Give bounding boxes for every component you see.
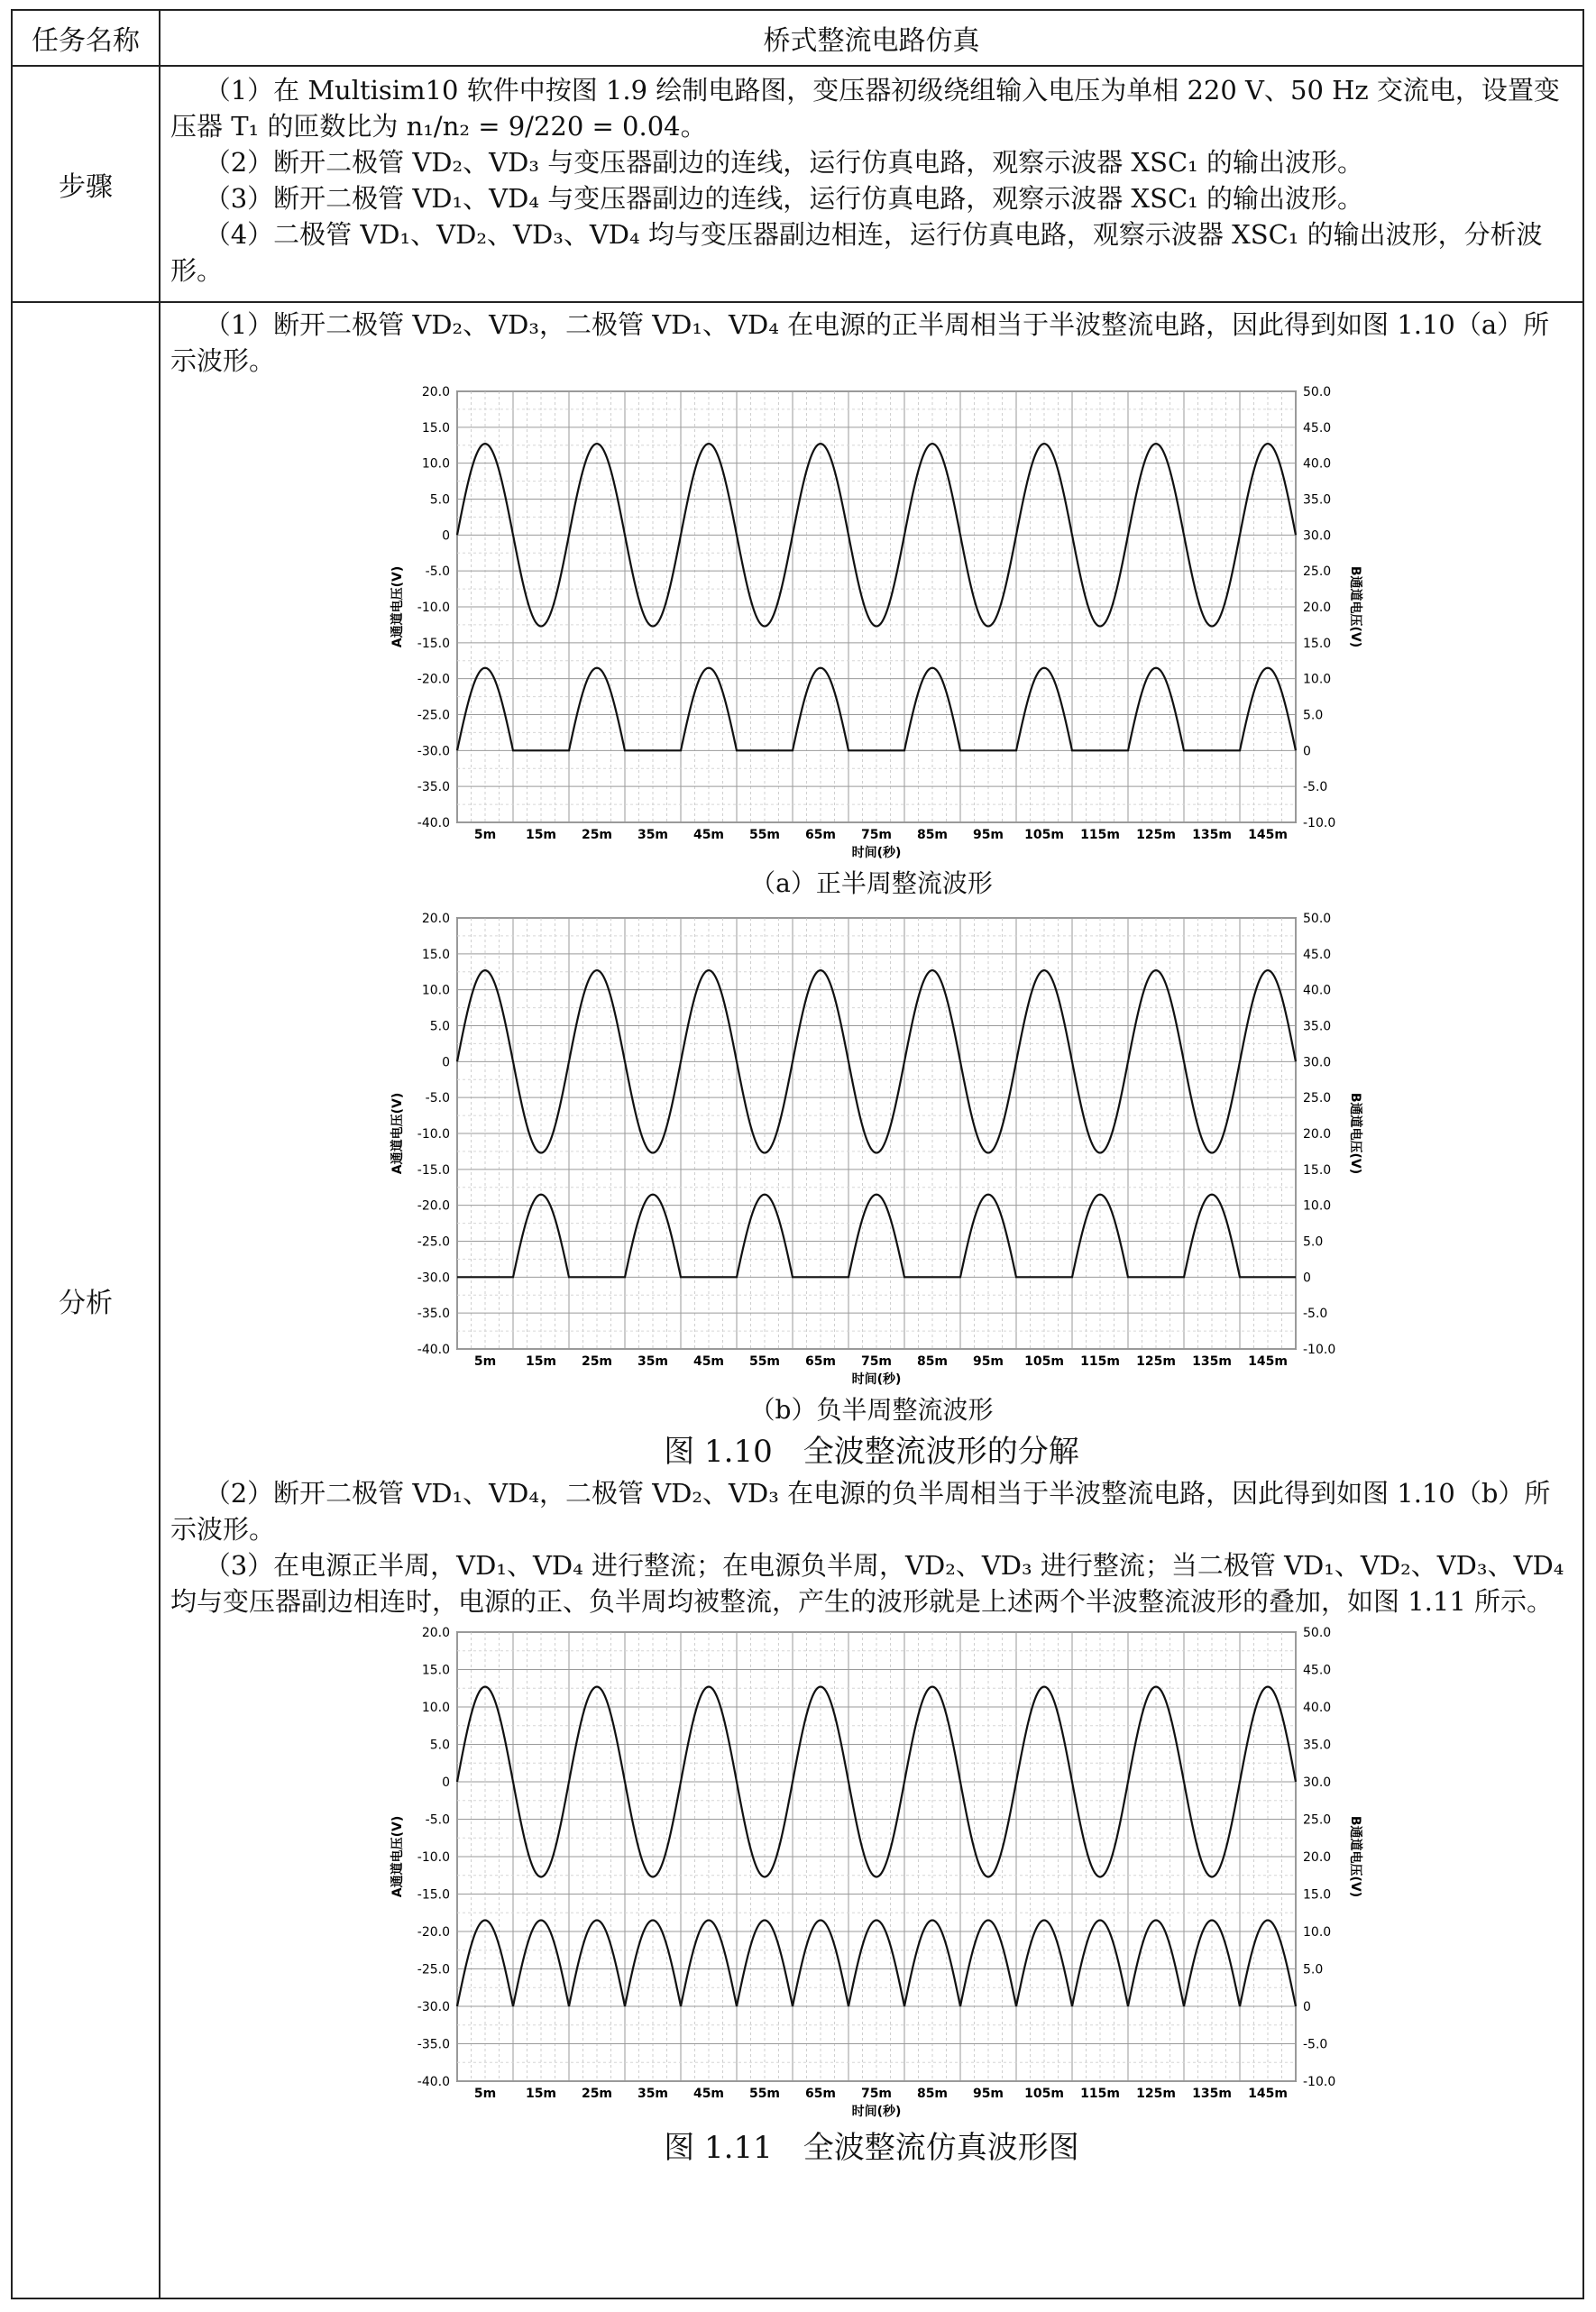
x-tick-label: 35m	[637, 828, 668, 842]
y-tick-label-right: 50.0	[1302, 1626, 1331, 1640]
steps-row	[12, 66, 1583, 302]
y-tick-label-right: 35.0	[1302, 1738, 1331, 1753]
x-tick-label: 65m	[804, 828, 836, 842]
y-tick-label-left: -15.0	[417, 1162, 450, 1178]
y-tick-label-right: 40.0	[1302, 456, 1331, 472]
x-tick-label: 35m	[637, 1354, 668, 1369]
x-tick-label: 5m	[473, 828, 496, 842]
caption-a: （a）正半周整流波形	[750, 868, 993, 898]
y-tick-label-right: 40.0	[1302, 1701, 1331, 1715]
x-tick-label: 145m	[1247, 1354, 1288, 1369]
x-tick-label: 75m	[860, 2087, 892, 2101]
col1-header: 任务名称	[12, 10, 160, 66]
y-axis-label-right: B通道电压(V)	[1347, 1092, 1362, 1175]
x-tick-label: 15m	[525, 1354, 556, 1369]
x-tick-label: 15m	[525, 828, 556, 842]
y-tick-label-right: 20.0	[1302, 601, 1331, 615]
x-tick-label: 115m	[1079, 1354, 1120, 1369]
y-tick-label-left: 5.0	[429, 1019, 450, 1034]
x-tick-label: 5m	[473, 2087, 496, 2101]
analysis-content	[160, 302, 1583, 2298]
y-tick-label-left: -25.0	[417, 708, 450, 723]
y-tick-label-right: -5.0	[1302, 780, 1327, 795]
y-tick-label-right: 20.0	[1302, 1850, 1331, 1865]
x-tick-label: 75m	[860, 1354, 892, 1369]
x-tick-label: 105m	[1023, 828, 1064, 842]
x-tick-label: 145m	[1247, 2087, 1288, 2101]
y-axis-label-right: B通道电压(V)	[1347, 565, 1362, 648]
y-tick-label-left: -25.0	[417, 1234, 450, 1250]
x-tick-label: 45m	[693, 1354, 724, 1369]
analysis-paragraph-3: （3）在电源正半周，VD₁、VD₄ 进行整流；在电源负半周，VD₂、VD₃ 进行整流；当二极管 VD₁、VD₂、VD₃、VD₄ 均与变压器副边相连时，电源的正、负半周均被整流，产生的波形就是上述两个半波整流波形的叠加，如图 1.11 所示。	[170, 1550, 1564, 1617]
step-2: （2）断开二极管 VD₂、VD₃ 与变压器副边的连线，运行仿真电路，观察示波器 XSC₁ 的输出波形。	[204, 147, 1363, 178]
steps-content	[160, 66, 1583, 302]
y-tick-label-right: 10.0	[1302, 1198, 1331, 1214]
x-tick-label: 25m	[581, 2087, 612, 2101]
y-tick-label-right: 10.0	[1302, 672, 1331, 687]
y-tick-label-right: -5.0	[1302, 1307, 1327, 1322]
y-axis-label-left: A通道电压(V)	[390, 565, 405, 648]
y-tick-label-right: 0	[1302, 1271, 1311, 1286]
y-axis-label-right: B通道电压(V)	[1347, 1815, 1362, 1898]
y-tick-label-right: 25.0	[1302, 1091, 1331, 1106]
x-tick-label: 95m	[972, 1354, 1004, 1369]
x-tick-label: 55m	[748, 1354, 780, 1369]
x-tick-label: 85m	[916, 2087, 948, 2101]
task-title: 桥式整流电路仿真	[160, 10, 1583, 66]
y-tick-label-left: -25.0	[417, 1962, 450, 1977]
y-tick-label-right: 5.0	[1302, 1234, 1323, 1250]
x-tick-label: 75m	[860, 828, 892, 842]
x-tick-label: 45m	[693, 828, 724, 842]
waveform-chart-full-wave	[371, 1619, 1372, 2124]
y-tick-label-left: -5.0	[425, 1812, 450, 1828]
caption-b: （b）负半周整流波形	[749, 1395, 994, 1425]
x-tick-label: 45m	[693, 2087, 724, 2101]
x-tick-label: 115m	[1079, 828, 1120, 842]
x-tick-label: 115m	[1079, 2087, 1120, 2101]
task-table	[11, 9, 1584, 2299]
x-tick-label: 65m	[804, 2087, 836, 2101]
y-tick-label-right: -10.0	[1302, 2075, 1335, 2089]
x-tick-label: 145m	[1247, 828, 1288, 842]
x-tick-label: 25m	[581, 828, 612, 842]
x-tick-label: 65m	[804, 1354, 836, 1369]
x-tick-label: 85m	[916, 1354, 948, 1369]
y-tick-label-left: -35.0	[417, 1307, 450, 1322]
step-3: （3）断开二极管 VD₁、VD₄ 与变压器副边的连线，运行仿真电路，观察示波器 XSC₁ 的输出波形。	[204, 183, 1363, 214]
y-tick-label-left: -40.0	[417, 816, 450, 830]
y-tick-label-right: 45.0	[1302, 947, 1331, 962]
x-tick-label: 85m	[916, 828, 948, 842]
y-tick-label-right: 40.0	[1302, 983, 1331, 998]
step-4: （4）二极管 VD₁、VD₂、VD₃、VD₄ 均与变压器副边相连，运行仿真电路，观察示波器 XSC₁ 的输出波形，分析波形。	[170, 219, 1543, 286]
y-tick-label-left: -5.0	[425, 1091, 450, 1106]
x-tick-label: 105m	[1023, 2087, 1064, 2101]
y-tick-label-right: 5.0	[1302, 1962, 1323, 1977]
analysis-row	[12, 302, 1583, 2298]
y-tick-label-right: 45.0	[1302, 420, 1331, 436]
y-tick-label-right: 45.0	[1302, 1663, 1331, 1678]
x-tick-label: 125m	[1135, 2087, 1176, 2101]
table-header-row	[12, 10, 1583, 66]
y-tick-label-left: -20.0	[417, 1198, 450, 1214]
y-tick-label-right: -10.0	[1302, 1343, 1335, 1357]
y-tick-label-right: -10.0	[1302, 816, 1335, 830]
y-tick-label-right: 50.0	[1302, 385, 1331, 399]
y-tick-label-left: -20.0	[417, 1925, 450, 1940]
x-tick-label: 15m	[525, 2087, 556, 2101]
y-tick-label-right: 20.0	[1302, 1127, 1331, 1142]
y-axis-label-left: A通道电压(V)	[390, 1815, 405, 1898]
y-tick-label-left: 20.0	[421, 385, 450, 399]
y-tick-label-left: -30.0	[417, 744, 450, 759]
waveform-chart-positive-half	[371, 379, 1372, 866]
y-tick-label-right: 50.0	[1302, 912, 1331, 926]
x-tick-label: 125m	[1135, 828, 1176, 842]
x-tick-label: 95m	[972, 2087, 1004, 2101]
y-tick-label-left: 15.0	[421, 947, 450, 962]
x-tick-label: 105m	[1023, 1354, 1064, 1369]
y-tick-label-left: 10.0	[421, 1701, 450, 1715]
x-tick-label: 55m	[748, 828, 780, 842]
y-tick-label-right: 0	[1302, 2000, 1311, 2014]
figure-1-10-caption: 图 1.10 全波整流波形的分解	[664, 1434, 1079, 1470]
y-tick-label-right: 30.0	[1302, 1775, 1331, 1790]
y-tick-label-left: -40.0	[417, 1343, 450, 1357]
y-tick-label-left: -10.0	[417, 601, 450, 615]
y-tick-label-left: 20.0	[421, 1626, 450, 1640]
analysis-paragraph-2: （2）断开二极管 VD₁、VD₄，二极管 VD₂、VD₃ 在电源的负半周相当于半波整流电路，因此得到如图 1.10（b）所示波形。	[170, 1478, 1551, 1545]
y-tick-label-left: 0	[441, 1055, 450, 1070]
y-tick-label-left: 0	[441, 528, 450, 544]
analysis-paragraph-1: （1）断开二极管 VD₂、VD₃，二极管 VD₁、VD₄ 在电源的正半周相当于半波整流电路，因此得到如图 1.10（a）所示波形。	[170, 309, 1550, 376]
x-tick-label: 135m	[1191, 828, 1232, 842]
y-tick-label-right: 25.0	[1302, 1812, 1331, 1828]
x-tick-label: 95m	[972, 828, 1004, 842]
y-tick-label-left: 5.0	[429, 1738, 450, 1753]
analysis-label: 分析	[12, 302, 160, 2298]
y-tick-label-left: 0	[441, 1775, 450, 1790]
x-tick-label: 135m	[1191, 2087, 1232, 2101]
y-tick-label-right: 15.0	[1302, 1162, 1331, 1178]
y-tick-label-left: -35.0	[417, 780, 450, 795]
y-tick-label-right: 25.0	[1302, 564, 1331, 580]
y-tick-label-right: 15.0	[1302, 636, 1331, 651]
x-axis-label: 时间(秒)	[851, 846, 901, 860]
y-tick-label-right: 15.0	[1302, 1887, 1331, 1903]
y-tick-label-left: -10.0	[417, 1850, 450, 1865]
y-tick-label-right: 35.0	[1302, 492, 1331, 508]
waveform-chart-negative-half	[371, 905, 1372, 1392]
steps-label: 步骤	[12, 66, 160, 302]
y-tick-label-left: -40.0	[417, 2075, 450, 2089]
y-tick-label-left: -10.0	[417, 1127, 450, 1142]
x-tick-label: 25m	[581, 1354, 612, 1369]
y-axis-label-left: A通道电压(V)	[390, 1092, 405, 1175]
y-tick-label-left: 10.0	[421, 983, 450, 998]
y-tick-label-left: 15.0	[421, 1663, 450, 1678]
x-axis-label: 时间(秒)	[851, 1372, 901, 1387]
y-tick-label-left: 15.0	[421, 420, 450, 436]
y-tick-label-left: 10.0	[421, 456, 450, 472]
x-tick-label: 55m	[748, 2087, 780, 2101]
y-tick-label-right: 35.0	[1302, 1019, 1331, 1034]
x-tick-label: 35m	[637, 2087, 668, 2101]
y-tick-label-left: -30.0	[417, 1271, 450, 1286]
y-tick-label-left: -35.0	[417, 2037, 450, 2052]
step-1: （1）在 Multisim10 软件中按图 1.9 绘制电路图，变压器初级绕组输入电压为单相 220 V、50 Hz 交流电，设置变压器 T₁ 的匝数比为 n₁/n₂ = 9/220 = 0.04。	[170, 75, 1560, 142]
y-tick-label-left: -30.0	[417, 2000, 450, 2014]
y-tick-label-right: 0	[1302, 744, 1311, 759]
y-tick-label-left: 5.0	[429, 492, 450, 508]
y-tick-label-right: 10.0	[1302, 1925, 1331, 1940]
y-tick-label-left: -15.0	[417, 1887, 450, 1903]
y-tick-label-right: 30.0	[1302, 528, 1331, 544]
figure-1-11-caption: 图 1.11 全波整流仿真波形图	[664, 2130, 1079, 2166]
y-tick-label-left: -15.0	[417, 636, 450, 651]
x-tick-label: 5m	[473, 1354, 496, 1369]
y-tick-label-left: -5.0	[425, 564, 450, 580]
y-tick-label-right: 5.0	[1302, 708, 1323, 723]
y-tick-label-left: 20.0	[421, 912, 450, 926]
x-tick-label: 135m	[1191, 1354, 1232, 1369]
x-tick-label: 125m	[1135, 1354, 1176, 1369]
x-axis-label: 时间(秒)	[851, 2105, 901, 2119]
y-tick-label-left: -20.0	[417, 672, 450, 687]
y-tick-label-right: -5.0	[1302, 2037, 1327, 2052]
y-tick-label-right: 30.0	[1302, 1055, 1331, 1070]
